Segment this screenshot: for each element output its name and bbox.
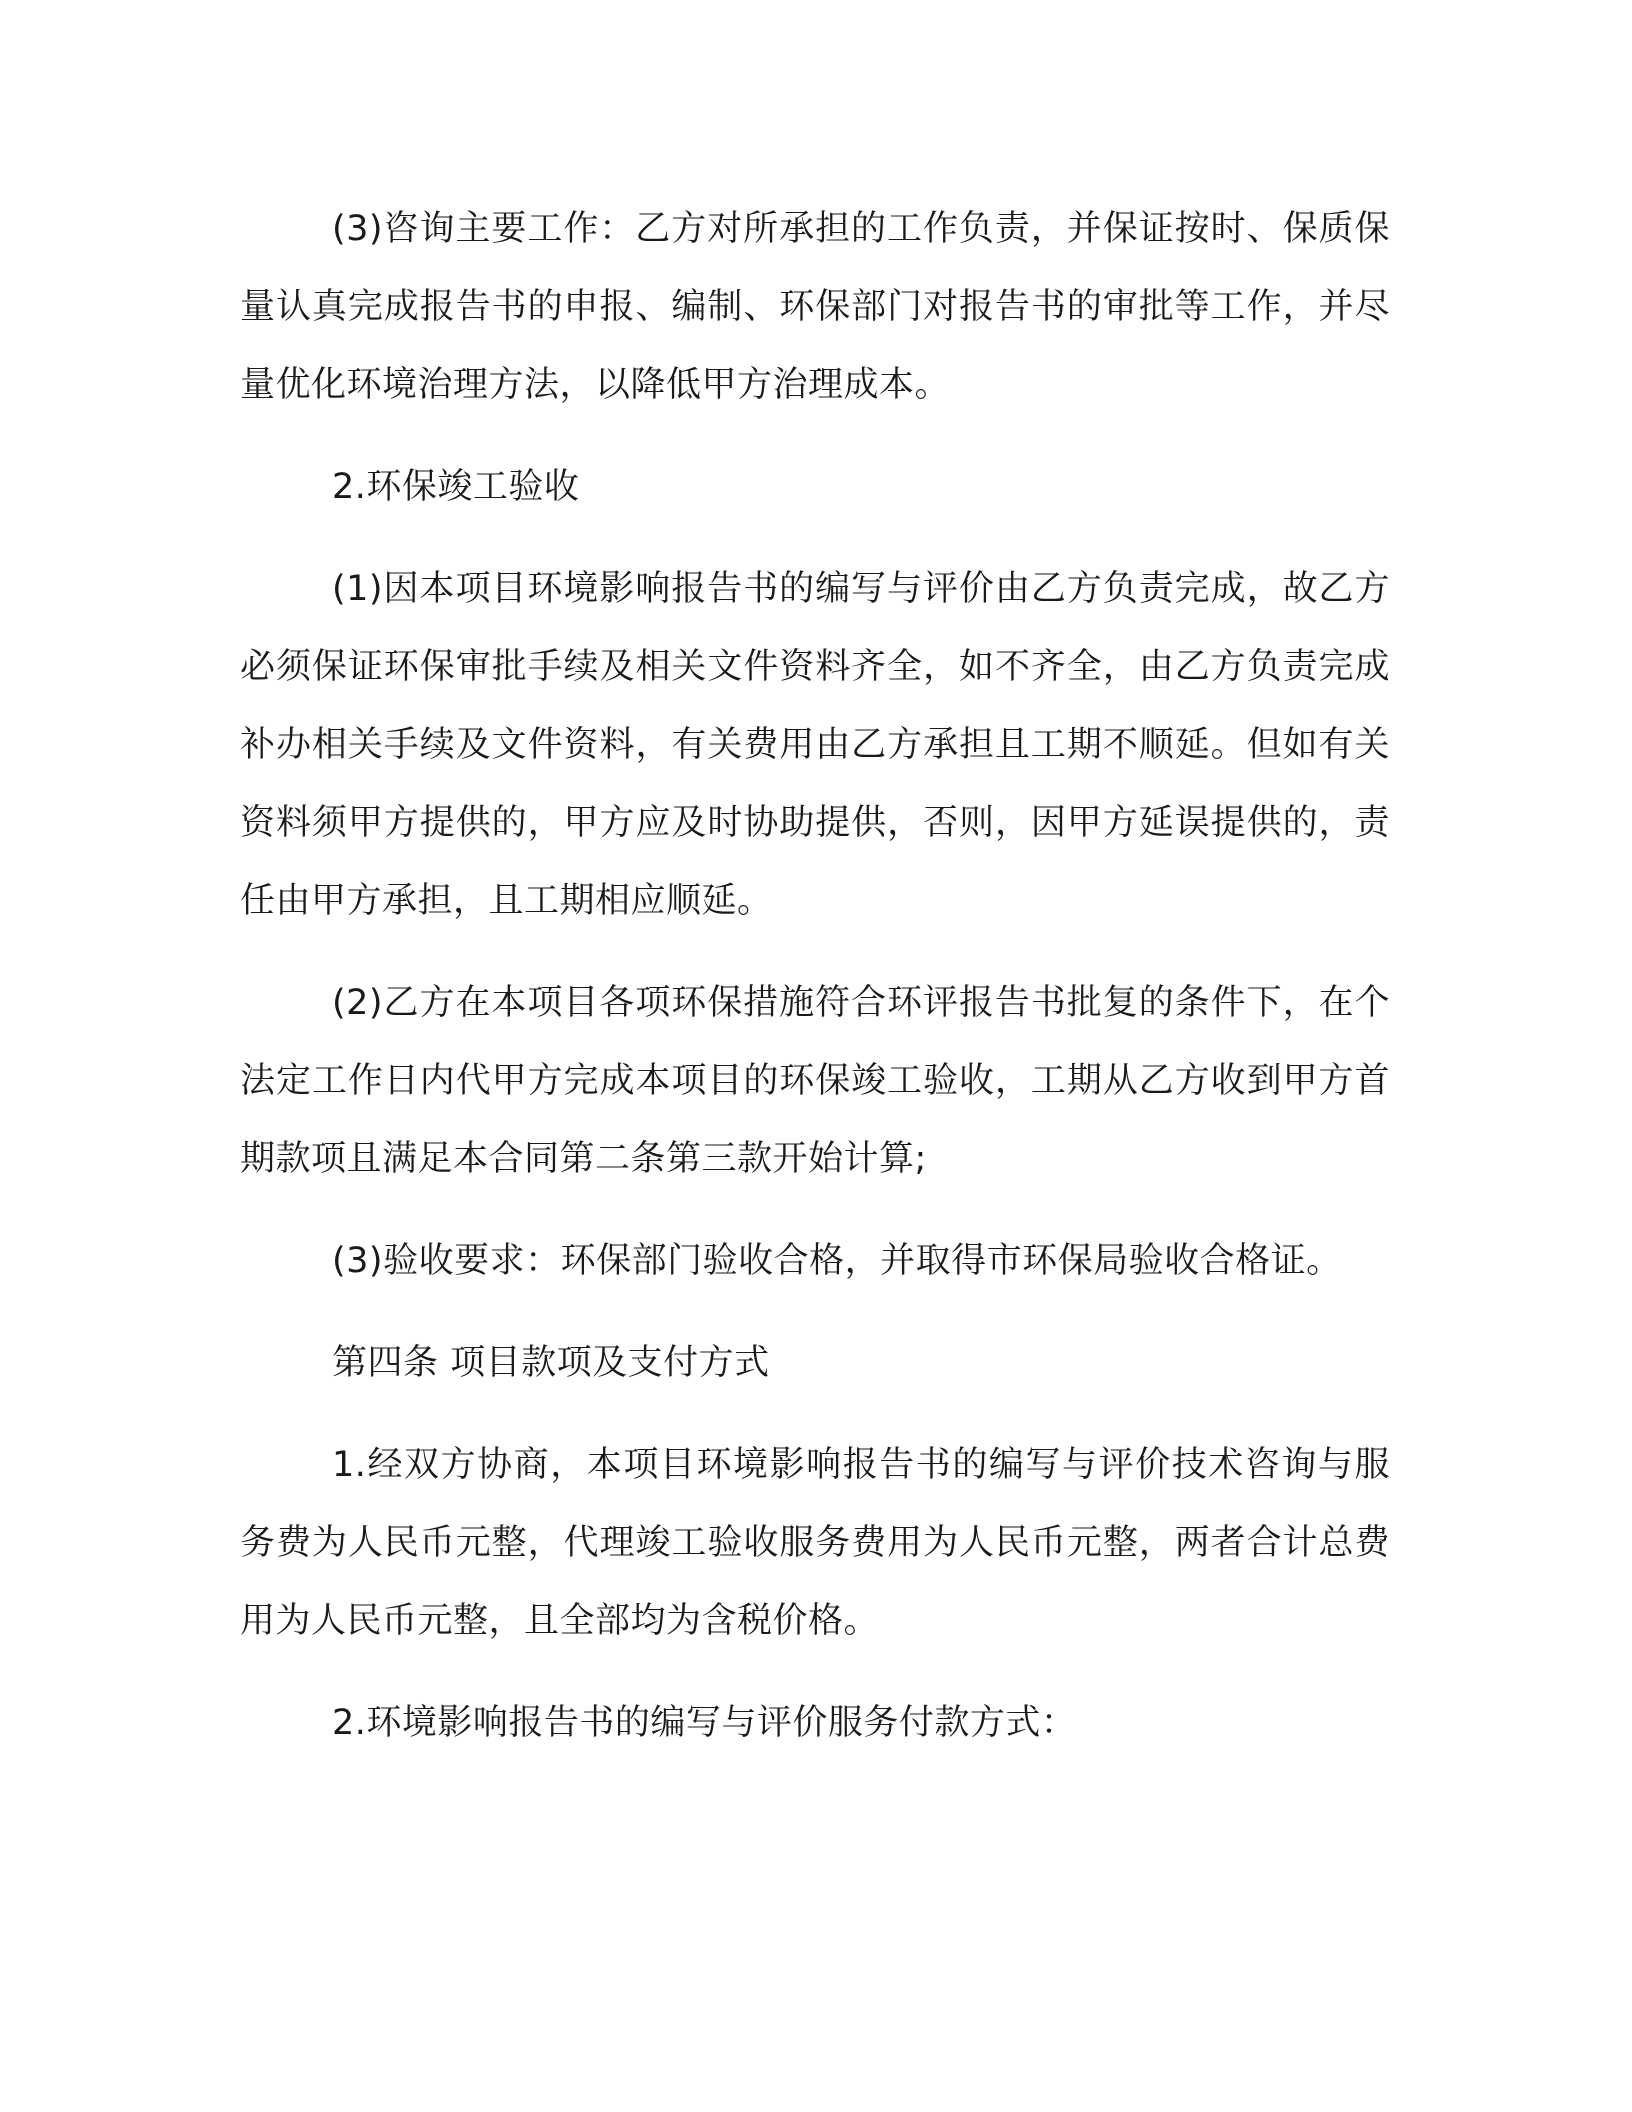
section-heading-acceptance: 2.环保竣工验收	[332, 467, 580, 507]
paragraph-acceptance-3: (3)验收要求：环保部门验收合格，并取得市环保局验收合格证。	[332, 1241, 1342, 1281]
section-heading-payment-method: 2.环境影响报告书的编写与评价服务付款方式：	[332, 1703, 1077, 1743]
paragraph-acceptance-2: (2)乙方在本项目各项环保措施符合环评报告书批复的条件下，在个法定工作日内代甲方完成本项目的环保竣工验收，工期从乙方收到甲方首期款项且满足本合同第二条第三款开始计算;	[240, 983, 1390, 1179]
article-heading-payment: 第四条 项目款项及支付方式	[332, 1343, 770, 1383]
paragraph-acceptance-1: (1)因本项目环境影响报告书的编写与评价由乙方负责完成，故乙方必须保证环保审批手续及相关文件资料齐全，如不齐全，由乙方负责完成补办相关手续及文件资料，有关费用由乙方承担且工期不顺延。但如有关资料须甲方提供的，甲方应及时协助提供，否则，因甲方延误提供的，责任由甲方承担，且工期相应顺延。	[240, 569, 1390, 921]
paragraph-consulting-work: (3)咨询主要工作：乙方对所承担的工作负责，并保证按时、保质保量认真完成报告书的申报、编制、环保部门对报告书的审批等工作，并尽量优化环境治理方法，以降低甲方治理成本。	[240, 209, 1390, 405]
paragraph-payment-1: 1.经双方协商，本项目环境影响报告书的编写与评价技术咨询与服务费为人民币元整，代理竣工验收服务费用为人民币元整，两者合计总费用为人民币元整，且全部均为含税价格。	[240, 1445, 1390, 1641]
document-body	[240, 190, 1390, 1786]
